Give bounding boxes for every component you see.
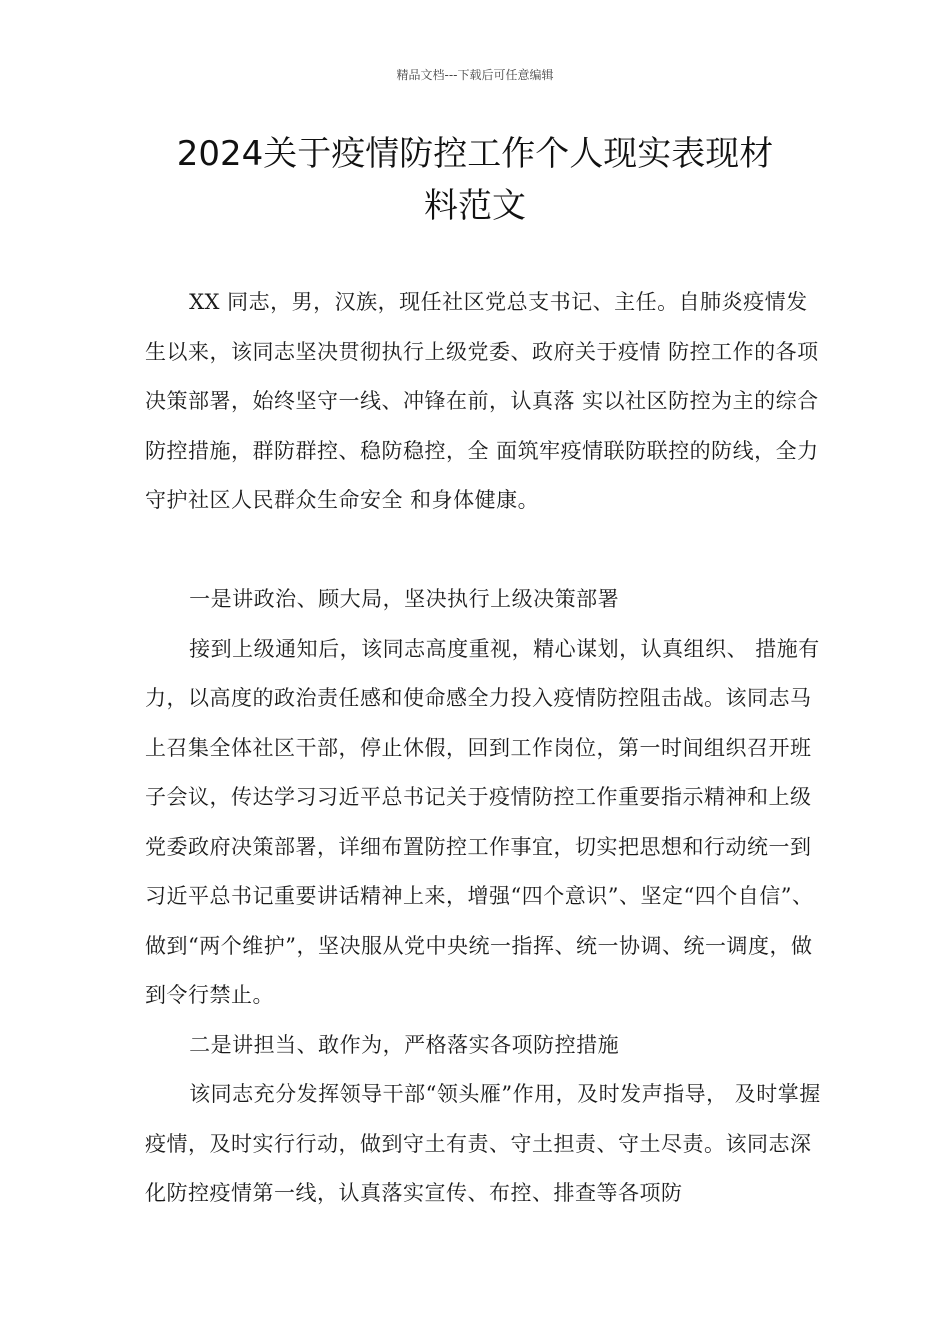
intro-section — [145, 278, 827, 526]
intro-paragraph: XX 同志，男，汉族，现任社区党总支书记、主任。自肺炎疫情发生以来，该同志坚决贯彻执行上级党委、政府关于疫情 防控工作的各项决策部署，始终坚守一线、冲锋在前，认真落 实以社区防控为主的综合防控措施，群防群控、稳防稳控，全 面筑牢疫情联防联控的防线，全力守护社区人民群众生命安全 和身体健康。 — [145, 290, 819, 512]
section-paragraph-1: 接到上级通知后，该同志高度重视，精心谋划，认真组织、 措施有力，以高度的政治责任感和使命感全力投入疫情防控阻击战。该同志马上召集全体社区干部，停止休假，回到工作岗位，第一时间组织召开班子会议，传达学习习近平总书记关于疫情防控工作重要指示精神和上级党委政府决策部署，详细布置防控工作事宜，切实把思想和行动统一到习近平总书记重要讲话精神上来，增强“四个意识”、坚定“四个自信”、做到“两个维护”，坚决服从党中央统一指挥、统一协调、统一调度，做到令行禁止。 — [145, 636, 820, 1007]
section-heading-1: 一是讲政治、顾大局，坚决执行上级决策部署 — [189, 587, 620, 611]
section-heading-2: 二是讲担当、敢作为，严格落实各项防控措施 — [189, 1032, 620, 1057]
document-title-line-1: 2024关于疫情防控工作个人现实表现材 — [176, 134, 774, 174]
section-paragraph-2: 该同志充分发挥领导干部“领头雁”作用，及时发声指导， 及时掌握疫情，及时实行行动，做到守土有责、守土担责、守土尽责。该同志深化防控疫情第一线，认真落实宣传、布控、排查等各项防 — [145, 1082, 821, 1205]
page-header-watermark: 精品文档---下载后可任意编辑 — [396, 68, 554, 82]
document-title-line-2: 料范文 — [424, 186, 526, 226]
document-title — [120, 128, 830, 232]
sections-container — [145, 575, 827, 1219]
